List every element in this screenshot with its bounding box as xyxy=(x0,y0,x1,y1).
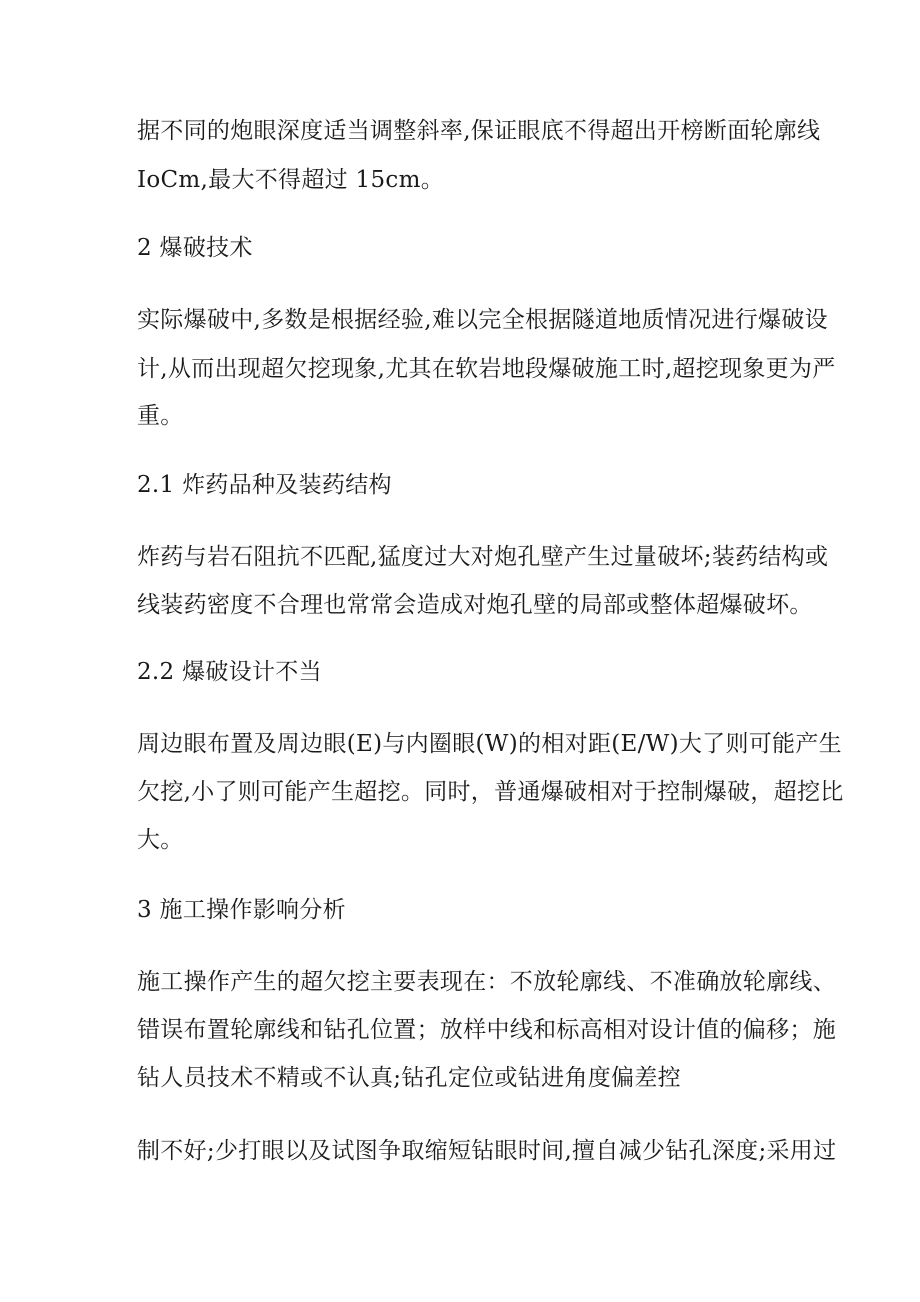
section-heading: 2 爆破技术 xyxy=(137,235,253,261)
subsection-heading: 2.2 爆破设计不当 xyxy=(137,659,322,685)
text-line: 计,从而出现超欠挖现象,尤其在软岩地段爆破施工时,超挖现象更为严 xyxy=(137,356,836,382)
text-line: 周边眼布置及周边眼(E)与内圈眼(W)的相对距(E/W)大了则可能产生 xyxy=(137,731,842,757)
subsection-heading: 2.1 炸药品种及装药结构 xyxy=(137,472,392,498)
text-line: 据不同的炮眼深度适当调整斜率,保证眼底不得超出开榜断面轮廓线 xyxy=(137,118,821,144)
section-heading: 3 施工操作影响分析 xyxy=(137,897,346,923)
text-line: 施工操作产生的超欠挖主要表现在：不放轮廓线、不准确放轮廓线、 xyxy=(137,969,836,995)
text-line: 线装药密度不合理也常常会造成对炮孔壁的局部或整体超爆破坏。 xyxy=(137,592,813,618)
text-line: 重。 xyxy=(137,403,184,429)
text-line: 炸药与岩石阻抗不匹配,猛度过大对炮孔壁产生过量破坏;装药结构或 xyxy=(137,544,829,570)
text-line: 实际爆破中,多数是根据经验,难以完全根据隧道地质情况进行爆破设 xyxy=(137,307,828,333)
text-line: 欠挖,小了则可能产生超挖。同时，普通爆破相对于控制爆破，超挖比 xyxy=(137,779,844,805)
text-line: 大。 xyxy=(137,827,184,853)
text-line: 制不好;少打眼以及试图争取缩短钻眼时间,擅自减少钻孔深度;采用过 xyxy=(137,1138,837,1164)
text-line: IoCm,最大不得超过 15cm。 xyxy=(137,167,445,193)
text-line: 钻人员技术不精或不认真;钻孔定位或钻进角度偏差控 xyxy=(137,1065,681,1091)
text-line: 错误布置轮廓线和钻孔位置；放样中线和标高相对设计值的偏移；施 xyxy=(137,1017,836,1043)
